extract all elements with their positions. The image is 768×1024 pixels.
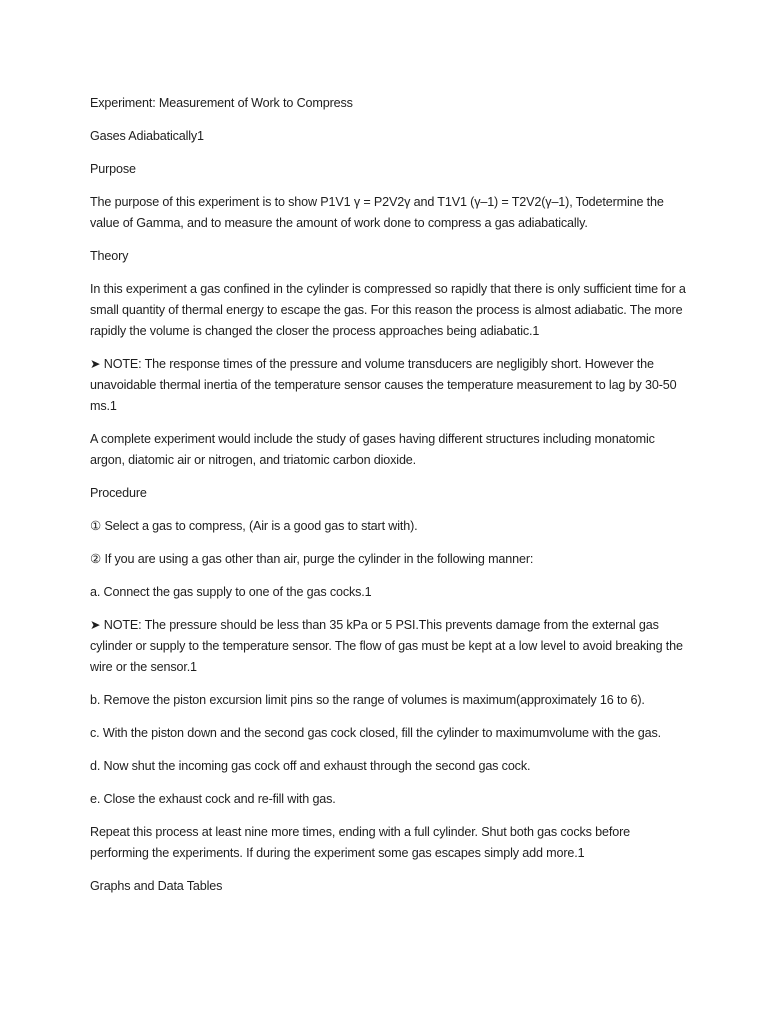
document-page — [90, 93, 688, 909]
procedure-step-e: e. Close the exhaust cock and re-fill with gas. — [90, 792, 336, 806]
theory-heading: Theory — [90, 249, 129, 263]
repeat-paragraph: Repeat this process at least nine more times, ending with a full cylinder. Shut both gas cocks before performing the experiments. If during the experiment some gas escapes simply add more.1 — [90, 825, 630, 860]
purpose-heading: Purpose — [90, 162, 136, 176]
title-line-2: Gases Adiabatically1 — [90, 129, 204, 143]
note-pressure: ➤ NOTE: The pressure should be less than 35 kPa or 5 PSI.This prevents damage from the external gas cylinder or supply to the temperature sensor. The flow of gas must be kept at a low level to avoid breaking the wire or the sensor.1 — [90, 618, 683, 674]
procedure-heading: Procedure — [90, 486, 147, 500]
procedure-step-b: b. Remove the piston excursion limit pins so the range of volumes is maximum(approximately 16 to 6). — [90, 693, 645, 707]
procedure-step-a: a. Connect the gas supply to one of the gas cocks.1 — [90, 585, 372, 599]
purpose-paragraph: The purpose of this experiment is to show P1V1 γ = P2V2γ and T1V1 (γ–1) = T2V2(γ–1), Todetermine the value of Gamma, and to measure the amount of work done to compress a gas adiabatically. — [90, 195, 664, 230]
title-line-1: Experiment: Measurement of Work to Compress — [90, 96, 353, 110]
procedure-step-d: d. Now shut the incoming gas cock off and exhaust through the second gas cock. — [90, 759, 531, 773]
procedure-step-c: c. With the piston down and the second gas cock closed, fill the cylinder to maximumvolume with the gas. — [90, 726, 661, 740]
procedure-step-2: ② If you are using a gas other than air, purge the cylinder in the following manner: — [90, 552, 534, 566]
procedure-step-1: ① Select a gas to compress, (Air is a good gas to start with). — [90, 519, 418, 533]
graphs-heading: Graphs and Data Tables — [90, 879, 223, 893]
note-transducers: ➤ NOTE: The response times of the pressure and volume transducers are negligibly short. However the unavoidable thermal inertia of the temperature sensor causes the temperature measurement to lag by 30-50 ms.1 — [90, 357, 677, 413]
complete-experiment-paragraph: A complete experiment would include the study of gases having different structures including monatomic argon, diatomic air or nitrogen, and triatomic carbon dioxide. — [90, 432, 655, 467]
theory-paragraph: In this experiment a gas confined in the cylinder is compressed so rapidly that there is only sufficient time for a small quantity of thermal energy to escape the gas. For this reason the process is almost adiabatic. The more rapidly the volume is changed the closer the process approaches being adiabatic.1 — [90, 282, 686, 338]
